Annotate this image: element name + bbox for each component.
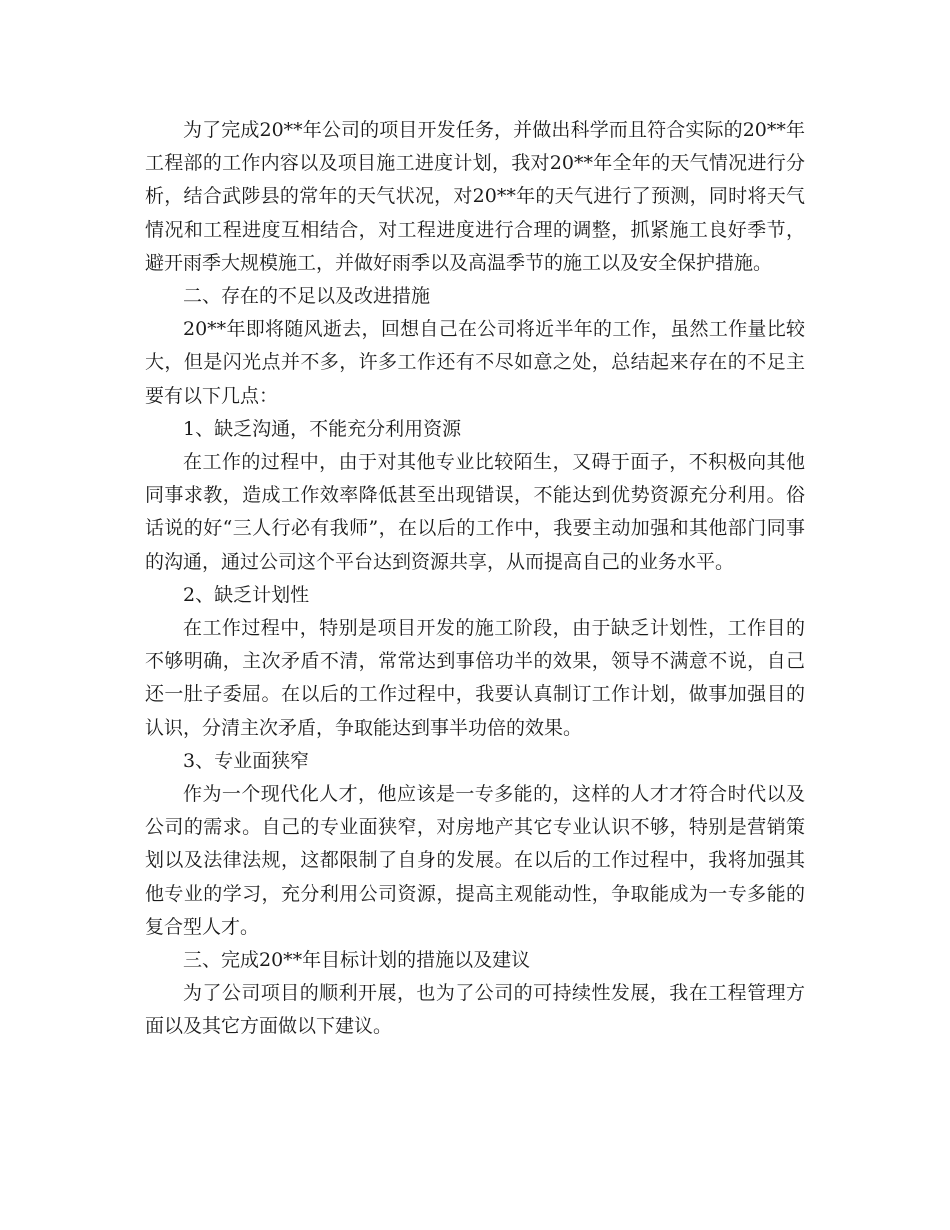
paragraph-expertise: 作为一个现代化人才，他应该是一专多能的，这样的人才才符合时代以及公司的需求。自己的专业面狭窄，对房地产其它专业认识不够，特别是营销策划以及法律法规，这都限制了自身的发展。在以后的工作过程中，我将加强其他专业的学习，充分利用公司资源，提高主观能动性，争取能成为一专多能的复合型人才。	[145, 783, 805, 938]
paragraph-suggestions: 为了公司项目的顺利开展，也为了公司的可持续性发展，我在工程管理方面以及其它方面做以下建议。	[145, 982, 805, 1038]
section-heading-measures: 三、完成20**年目标计划的措施以及建议	[183, 949, 531, 972]
subheading-lack-of-planning: 2、缺乏计划性	[183, 583, 310, 606]
paragraph-planning: 在工作过程中，特别是项目开发的施工阶段，由于缺乏计划性，工作目的不够明确，主次矛盾不清，常常达到事倍功半的效果，领导不满意不说，自己还一肚子委屈。在以后的工作过程中，我要认真制订工作计划，做事加强目的认识，分清主次矛盾，争取能达到事半功倍的效果。	[145, 617, 805, 739]
section-heading-shortcomings: 二、存在的不足以及改进措施	[183, 285, 431, 308]
subheading-lack-of-communication: 1、缺乏沟通，不能充分利用资源	[183, 417, 462, 440]
document-page	[145, 114, 805, 1044]
paragraph-communication: 在工作的过程中，由于对其他专业比较陌生，又碍于面子，不积极向其他同事求教，造成工作效率降低甚至出现错误，不能达到优势资源充分利用。俗话说的好“三人行必有我师”，在以后的工作中，我要主动加强和其他部门同事的沟通，通过公司这个平台达到资源共享，从而提高自己的业务水平。	[145, 451, 805, 573]
paragraph-weather-planning: 为了完成20**年公司的项目开发任务，并做出科学而且符合实际的20**年工程部的工作内容以及项目施工进度计划，我对20**年全年的天气情况进行分析，结合武陟县的常年的天气状况，对20**年的天气进行了预测，同时将天气情况和工程进度互相结合，对工程进度进行合理的调整，抓紧施工良好季节，避开雨季大规模施工，并做好雨季以及高温季节的施工以及安全保护措施。	[145, 119, 805, 274]
paragraph-year-review: 20**年即将随风逝去，回想自己在公司将近半年的工作，虽然工作量比较大，但是闪光点并不多，许多工作还有不尽如意之处，总结起来存在的不足主要有以下几点：	[145, 318, 805, 407]
subheading-narrow-expertise: 3、专业面狭窄	[183, 749, 310, 772]
